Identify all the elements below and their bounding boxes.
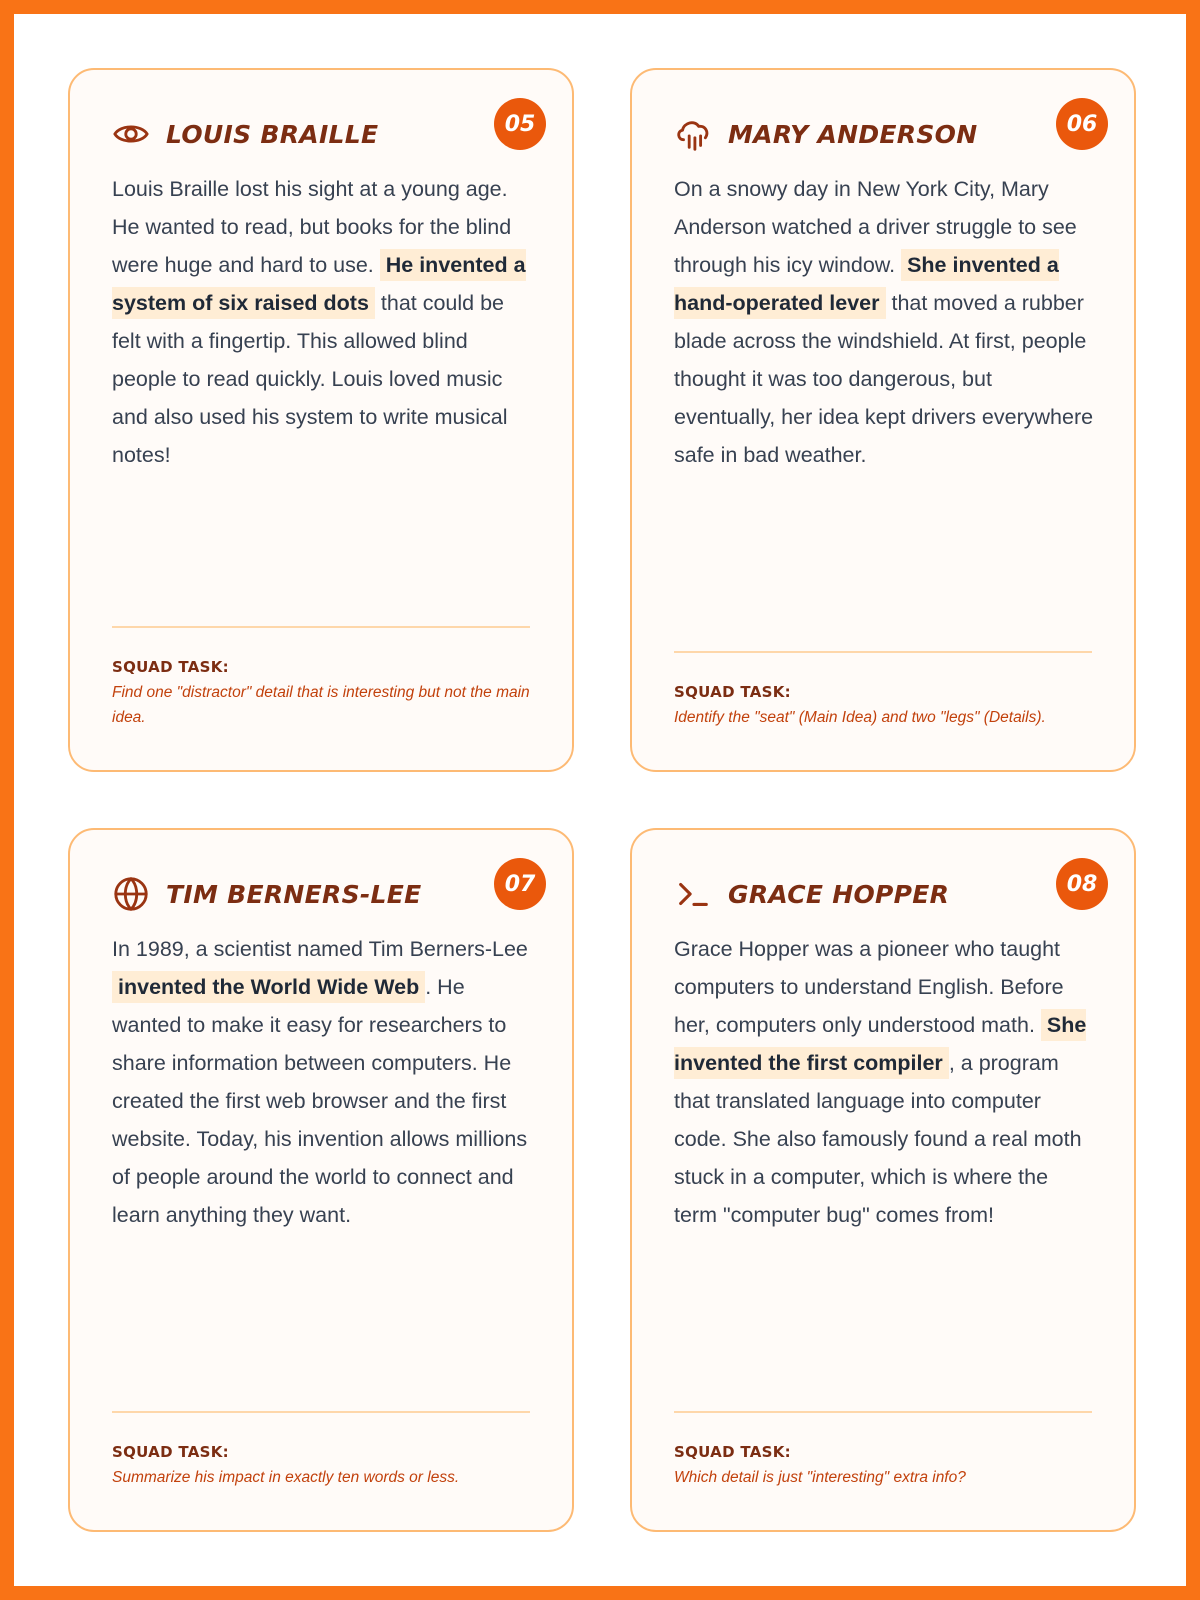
card-title: MARY ANDERSON bbox=[728, 119, 978, 149]
body-text: that could be felt with a fingertip. This allowed blind people to read quickly. Louis loved music and also used his system to write musical notes! bbox=[112, 291, 508, 467]
worksheet-page bbox=[14, 14, 1186, 1586]
body-text: In 1989, a scientist named Tim Berners-Lee bbox=[112, 937, 528, 961]
highlighted-invention: invented the World Wide Web bbox=[112, 971, 425, 1003]
cloud-rain-icon bbox=[674, 115, 712, 153]
globe-icon bbox=[112, 875, 150, 913]
body-text: that moved a rubber blade across the windshield. At first, people thought it was too dangerous, but eventually, her idea kept drivers everywhere safe in bad weather. bbox=[674, 291, 1094, 467]
card-header bbox=[112, 112, 532, 156]
card-grid bbox=[68, 68, 1146, 1532]
squad-task-label: SQUAD TASK: bbox=[674, 1443, 791, 1461]
card-number-badge: 08 bbox=[1056, 858, 1108, 910]
card-body-text bbox=[674, 930, 1094, 1411]
card-body-text bbox=[674, 170, 1094, 651]
squad-task-label: SQUAD TASK: bbox=[112, 658, 229, 676]
inventor-card-louis-braille bbox=[68, 68, 574, 772]
card-number-badge: 07 bbox=[494, 858, 546, 910]
card-body-text bbox=[112, 930, 532, 1411]
squad-task bbox=[674, 1411, 1092, 1490]
squad-task-text: Which detail is just "interesting" extra info? bbox=[674, 1469, 966, 1486]
eye-icon bbox=[112, 115, 150, 153]
highlighted-invention: He invented a system of six raised dots bbox=[112, 249, 526, 319]
inventor-card-mary-anderson bbox=[630, 68, 1136, 772]
body-text: Louis Braille lost his sight at a young age. He wanted to read, but books for the blind were huge and hard to use. bbox=[112, 177, 512, 277]
terminal-icon bbox=[674, 875, 712, 913]
body-text: On a snowy day in New York City, Mary Anderson watched a driver struggle to see through his icy window. bbox=[674, 177, 1077, 277]
highlighted-invention: She invented a hand-operated lever bbox=[674, 249, 1059, 319]
card-number-badge: 05 bbox=[494, 98, 546, 150]
highlighted-invention: She invented the first compiler bbox=[674, 1009, 1086, 1079]
card-header bbox=[674, 112, 1094, 156]
squad-task-label: SQUAD TASK: bbox=[112, 1443, 229, 1461]
squad-task bbox=[112, 626, 530, 730]
squad-task bbox=[112, 1411, 530, 1490]
squad-task-label: SQUAD TASK: bbox=[674, 683, 791, 701]
card-body-text bbox=[112, 170, 532, 626]
card-header bbox=[674, 872, 1094, 916]
inventor-card-grace-hopper bbox=[630, 828, 1136, 1532]
inventor-card-tim-berners-lee bbox=[68, 828, 574, 1532]
squad-task bbox=[674, 651, 1092, 730]
card-title: LOUIS BRAILLE bbox=[166, 119, 379, 149]
body-text: , a program that translated language into computer code. She also famously found a real moth stuck in a computer, which is where the term "computer bug" comes from! bbox=[674, 1051, 1082, 1227]
card-header bbox=[112, 872, 532, 916]
squad-task-text: Identify the "seat" (Main Idea) and two "legs" (Details). bbox=[674, 709, 1046, 726]
squad-task-text: Find one "distractor" detail that is interesting but not the main idea. bbox=[112, 684, 530, 726]
card-title: TIM BERNERS-LEE bbox=[166, 879, 422, 909]
body-text: . He wanted to make it easy for researchers to share information between computers. He created the first web browser and the first website. Today, his invention allows millions of people around the world to connect and learn anything they want. bbox=[112, 975, 528, 1227]
card-number-badge: 06 bbox=[1056, 98, 1108, 150]
body-text: Grace Hopper was a pioneer who taught computers to understand English. Before her, computers only understood math. bbox=[674, 937, 1064, 1037]
squad-task-text: Summarize his impact in exactly ten words or less. bbox=[112, 1469, 460, 1486]
card-title: GRACE HOPPER bbox=[728, 879, 950, 909]
